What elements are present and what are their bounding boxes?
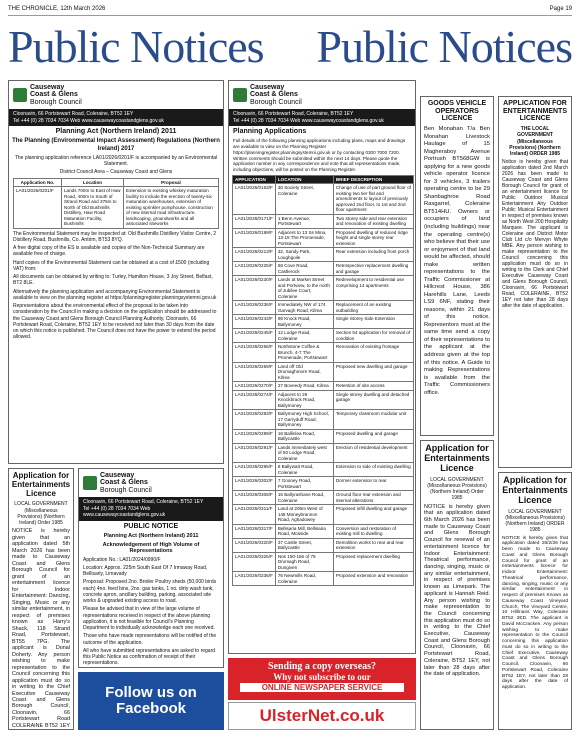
entertainments-notice-vineyard: Application for Entertainments Licence LOCAL GOVERNMENT (Miscellaneous Provisions) (Northern Ireland) ORDER 1985 NOTICE is hereby given that application dated 26/2/26 has been made to Causeway Coast and Glens Borough Council for grant of an entertainments licence for Indoor Entertainment: Theatrical performance, dancing, singing, music or any similar entertainment in respect of premises Known as Causeway Coast Vineyard Church, The Vineyard Centre, 10 Hillmans Way, Coleraine BT52 2ED. The applicant is David McCracken. Any person wishing to make representation to the Council concerning this application must do so in writing to the Chief Executive, Causeway Coast and Glens Borough Council, Cloonavin, 66 Portstewart Road, Coleraine BT52 1EY, not later than 28 days after the date of application. (498, 472, 572, 730)
applications-table: APPLICATION LOCATION BRIEF DESCRIPTION LA01/2026/0163/F 30 Society Street, Coleraine Change of use of part ground floor of existing two tier flat and amendments to layout of previously approved 2nd floor, to 1st and 2nd floor apartment LA01/2026/0171/F 1 Benn Avenue, Portstewart Two storey side and rear extension and renovation of existing dwelling LA01/2026/0199/F Adjacent to 13 Ss Mina, 13-15 The Promenade, Portstewart Proposed dwelling of reduced ridge height and single storey rear extension LA01/2026/0213/F 32, Sandy Park, Loughguile Rear extension including front porch LA01/2026/0225/F 68 Cove Road, Castlerock Retrospective replacement dwelling and garage LA01/2026/0230/F Lands at Market Street and Portview, to the north of Jubilee Court, Coleraine Redevelopment to residential use comprising 14 apartments LA01/2026/0236/F Immediately NW of 174 Garvagh Road, Kilrea Replacement of an existing outbuilding LA01/2026/0243/F 98 Knock Road, Ballymoney Single Storey Side Extension LA01/2026/0245/F 12 Lodge Road, Coleraine Section 54 application for removal of condition LA01/2026/0256/F Northstone Coffee & Brunch, 4-7 The Promenade, Portstewart Renovation of existing frontage LA01/2026/0259/F Land off Old Drumaghmore Road, Kilrea Proposed new dwelling and garage LA01/2026/0270/F 27 Boveedy Road, Kilrea Retention of site access LA01/2026/0274/F Adjacent to 29 Knockbrack Road, Ballymoney Single storey dwelling and detached garage LA01/2026/0283/F Ballymoney High School, 17 Garryduff Road, Ballymoney Temporary classroom modular unit LA01/2026/0289/F 16 Ballinlea Road, Ballycastle Proposed dwelling and garage LA01/2026/0291/F Lands immediately west of 50 Lodge Road, Coleraine Erection of residential development LA01/2026/0295/F 8 Ballywatt Road, Coleraine Extension to side of existing dwelling LA01/2026/0302/F 7 Gooney Road, Portstewart Dormer extension to rear LA01/2026/0308/F 16 Ballyrashane Road, Coleraine Ground floor rear extension and internal alterations LA01/2026/0311/F Land at 206m West of 148 Moneybrannon Road, Aghadowey Proposed infill dwelling and garage LA01/2026/0317/F Bellisaria Mill, Bellisaria Road, Mosside Conversion and restoration of existing mill to dwelling LA01/2026/0320/F 37 Castle Street, Ballycastle Demolition works to rear and rear extension LA01/2026/0325/F Nos 150-156 of 79 Drumagh Road, Dungiven Proposed replacement dwelling LA01/2026/0336/F 76 Newmills Road, Coleraine Proposed extension and renovation (232, 175, 414, 587)
public-notice-high-volume: Causeway Coast & Glens Borough Council Cloonavin, 66 Portstewart Road, Coleraine, BT52 1EY Tel +44 (0) 28 7034 7034 Web www.causewaycoastandglens.gov.uk PUBLIC NOTICE Planning Act (Northern Ireland) 2011 Acknowledgement of High Volume of Representations Application No.: LA01/2024/0990/F Location: Approx. 225m South East Of 7 Irmaway Road, Bellisarly, Limavady Proposal: Proposed 2no. Broiler Poultry sheds (50,000 birds each) 4no. feed bins, 2no. gas tanks, 1 no. dirty wash tank, concrete apron, ancillary building, parking, associated site works & upgraded existing access to road. Please be advised that in view of the large volume of representations received in respect of the above planning application, it is not feasible for Council's Planning Department to individually acknowledge each one received. Those who have made representations will be notified of the outcome of the application. All who have submitted representations are asked to regard this Public Notice as confirmation of receipt of their representations. (78, 468, 224, 668)
notice-title: APPLICATION FOR ENTERTAINMENTS LICENCE (502, 100, 568, 123)
subscription-ad[interactable]: Sending a copy overseas? Why not subscribe to our ONLINE NEWSPAPER SERVICE (228, 658, 416, 700)
notice-body: NOTICE is hereby given that an application dated 6th March 2026 has been made to Causeway Coast and Glens Borough Council for renewal of an entertainment licence for Indoor Entertainment: Theatrical performance, dancing, singing, music or any similar entertainment, in respect of premises known as Limepark. The applicant is Hannah Reid. Any person wishing to make representation to the Council concerning this application must do so in writing to the Chief Executive, Causeway Coast and Glens Borough Council, Cloonavin, 66 Portstewart Road, Coleraine, BT52 1EY, not later than 28 days after the date of application. (424, 503, 490, 678)
notice-body: Ben Monahan T/a Ben Monahan Livestock Haulage of 15 Magheraboy Avenue Portrush BT568GW is applying for a new goods vehicle operator licence for 3 vehicles, 3 trailers operating centre to be 29 Shanbaghroe Road Rasgarrel, Coleraine BT514HU. Owners or occupiers of land (including buildings) near the operating centre(s) who believe that their use or enjoyment of that land would be affected, should make written representations to the Traffic Commissioner at Hillcrest House, 386 Harehills Lane, Leeds LS9 6NF, stating their reasons, within 21 days of this notice. Representors must at the same time send a copy of their representations to the applicant at the address given at the top of this notice. A Guide to making Representations is available from the Traffic Commissioners office. (424, 126, 490, 396)
table-row: LA01/2026/0270/F 27 Boveedy Road, Kilrea Retention of site access (233, 382, 414, 391)
entertainments-notice-north-west: APPLICATION FOR ENTERTAINMENTS LICENCE THE LOCAL GOVERNMENT (Miscellaneous Provisions) (Northern Ireland) ORDER 1985 Notice is hereby given that application dated 2nd March 2026 has been made to Causeway Coast and Glens Borough Council for grant of an entertainment licence for Public Outdoor Musical Entertainment Any Outdoor Public Musical Entertainment in respect of premises known as North West 200 Hospitality Marquee. The applicant is Coleraine and District Motor Club Ltd c/o Mervyn Whyte MBE. Any person wishing to make representation to the Council concerning this application must do so in writing to the Clerk and Chief Executive Causeway Coast and Glens Borough Council, Cloonavin, 66 Portstewart Road, COLERAINE, BT52 1EY not later than 28 days after the date of application. (498, 96, 572, 468)
notice-title: Application for Entertainments Licence (11, 471, 71, 498)
table-row: LA01/2026/0283/F Ballymoney High School, 17 Garryduff Road, Ballymoney Temporary classroom modular unit (233, 410, 414, 430)
ulsternet-ad[interactable]: UlsterNet.co.uk (228, 702, 416, 730)
table-row: LA01/2026/0302/F 7 Gooney Road, Portstewart Dormer extension to rear (233, 477, 414, 491)
table-row: LA01/2026/0308/F 16 Ballyrashane Road, Coleraine Ground floor rear extension and internal alterations (233, 491, 414, 505)
entertainments-notice-limepark: Application for Entertainments Licence LOCAL GOVERNMENT (Miscellaneous Provisions) (Northern Ireland) Order 1985 NOTICE is hereby given that an application dated 6th March 2026 has been made to Causeway Coast and Glens Borough Council for renewal of an entertainment licence for Indoor Entertainment: Theatrical performance, dancing, singing, music or any similar entertainment, in respect of premises known as Limepark. The applicant is Hannah Reid. Any person wishing to make representation to the Council concerning this application must do so in writing to the Chief Executive, Causeway Coast and Glens Borough Council, Cloonavin, 66 Portstewart Road, Coleraine, BT52 1EY, not later than 28 days after the date of application. (420, 440, 494, 730)
table-row: LA01/2026/0320/F 37 Castle Street, Ballycastle Demolition works to rear and rear extension (233, 538, 414, 552)
goods-vehicle-notice (420, 96, 494, 436)
table-row: LA01/2026/0325/F Nos 150-156 of 79 Drumagh Road, Dungiven Proposed replacement dwelling (233, 552, 414, 572)
table-row: LA01/2026/0256/F Northstone Coffee & Brunch, 4-7 The Promenade, Portstewart Renovation of existing frontage (233, 343, 414, 363)
notice-title: Planning Act (Northern Ireland) 2011 (55, 128, 177, 136)
table-row: LA01/2026/0213/F 32, Sandy Park, Loughguile Rear extension including front porch (233, 248, 414, 262)
notice-title: GOODS VEHICLE OPERATORS LICENCE (427, 100, 487, 123)
notice-body: NOTICE is hereby given that an application dated 5th March 2026 has been made to Causeway Coast and Glens Borough Council for grant of an entertainment licence for Indoor Entertainment: Dancing, Singing, Music or any similar entertainment, in respect of premises known as Harry's Shack, 118 Strand Road, Portstewart, BT55 7PG. The applicant is Donal Doherty. Any person wishing to make representation to the Council concerning this application must do so in writing to the Chief Executive Causeway Coast and Glens Borough Council, Cloonavin, 66 Portstewart Road COLERAINE BT52 1EY (12, 528, 70, 729)
table-row: LA01/2026/0311/F Land at 206m West of 148 Moneybrannon Road, Aghadowey Proposed infill dwelling and garage (233, 505, 414, 525)
table-row: LA01/2026/0171/F 1 Benn Avenue, Portstewart Two storey side and rear extension and renovation of existing dwelling (233, 214, 414, 228)
council-logo: Causeway Coast & Glens Borough Council (9, 81, 223, 109)
masthead (8, 18, 572, 74)
council-logo: Causeway Coast & Glens Borough Council (79, 469, 223, 497)
council-contact-bar: Cloonavin, 66 Portstewart Road, Coleraine, BT52 1EY Tel +44 (0) 28 7034 7034 Web www.causewaycoastandglens.gov.uk (9, 109, 223, 126)
table-row: LA01/2026/0317/F Bellisaria Mill, Bellisaria Road, Mosside Conversion and restoration of existing mill to dwelling (233, 524, 414, 538)
council-logo: Causeway Coast & Glens Borough Council (229, 81, 415, 109)
notice-subtitle: The Planning (Environmental Impact Assessment) Regulations (Northern Ireland) 2017 (12, 138, 220, 152)
planning-act-notice: Causeway Coast & Glens Borough Council Cloonavin, 66 Portstewart Road, Coleraine, BT52 1EY Tel +44 (0) 28 7034 7034 Web www.causewaycoastandglens.gov.uk Planning Act (Northern Ireland) 2011 The Planning (Environmental Impact Assessment) Regulations (Northern Ireland) 2017 The planning application reference LA01/2026/0201/F is accompanied by an Environmental Statement. District Council Area – Causeway Coast and Glens Application No. Location Proposal LA01/2026/0201/F Lands 700m to East of Haw Road, 400m to South of Strand Road and 375m to North of Old Bushmills Distillery, Haw Road Maturation Facility, Bushmills Extension to existing whiskey maturation facility to include the erection of twenty-six maturation warehouses, extension of existing sprinkler pumphouse, construction of new internal road infrastructure, landscaping, groundworks and all associated siteworks The Environmental Statement may be inspected at: Old Bushmills Distillery Visitor Centre, 2 Distillery Road, Bushmills, Co. Antrim, BT53 8YQ. A free digital copy of the ES is available and copies of the Non-Technical Summary are available free of charge. Hard copies of the Environmental Statement can be obtained at a cost of £500 (including VAT) from: All documents can be obtained by writing to: Turley, Hamilton House, 3 Joy Street, Belfast, BT2 8LE. Alternatively the planning application and accompanying Environmental Statement is available to view on the planning register at https://planningregister.planningsystemni.gov.uk Representations about the environmental effect of the proposal to be taken into consideration by the Council in making a decision on the application should be addressed to the Causeway Coast and Glens Borough Council Planning Authority, Cloonavin, 66 Portstewart Road, Coleraine, BT52 1EY to be received not later than 30 days from the date on which this notice is published. The Council does not have the power to extend the period allowed. (8, 80, 224, 464)
table-row: LA01/2026/0163/F 30 Society Street, Coleraine Change of use of part ground floor of existing two tier flat and amendments to layout of previously approved 2nd floor, to 1st and 2nd floor apartment (233, 184, 414, 215)
notice-title: Application for Entertainments Licence (424, 443, 490, 473)
page-number: Page 19 (549, 6, 572, 12)
table-row: LA01/2026/0201/F Lands 700m to East of Haw Road, 400m to South of Strand Road and 375m to North of Old Bushmills Distillery, Haw Road Maturation Facility, Bushmills Extension to existing whiskey maturation facility to include the erection of twenty-six maturation warehouses, extension of existing sprinkler pumphouse, construction of new internal road infrastructure, landscaping, groundworks and all associated siteworks (14, 187, 219, 229)
notice-title: Application for Entertainments Licence (502, 475, 568, 505)
entertainments-notice-harrys-shack: Application for Entertainments Licence LOCAL GOVERNMENT (Miscellaneous Provisions) (Northern Ireland) Order 1985 NOTICE is hereby given that an application dated 5th March 2026 has been made to Causeway Coast and Glens Borough Council for grant of an entertainment licence for Indoor Entertainment: Dancing, Singing, Music or any similar entertainment, in respect of premises known as Harry's Shack, 118 Strand Road, Portstewart, BT55 7PG. The applicant is Donal Doherty. Any person wishing to make representation to the Council concerning this application must do so in writing to the Chief Executive Causeway Coast and Glens Borough Council, Cloonavin, 66 Portstewart Road COLERAINE BT52 1EY (8, 468, 74, 730)
planning-apps-heading: Planning Applications (233, 128, 307, 136)
facebook-ad[interactable]: Follow us on Facebook (78, 672, 224, 730)
application-table: Application No. Location Proposal LA01/2026/0201/F Lands 700m to East of Haw Road, 400m to South of Strand Road and 375m to North of Old Bushmills Distillery, Haw Road Maturation Facility, Bushmills Extension to existing whiskey maturation facility to include the erection of twenty-six maturation warehouses, extension of existing sprinkler pumphouse, construction of new internal road infrastructure, landscaping, groundworks and all associated siteworks (13, 178, 219, 229)
notice-body: Notice is hereby given that application dated 2nd March 2026 has been made to Causeway Coast and Glens Borough Council for grant of an entertainment licence for Public Outdoor Musical Entertainment Any Outdoor Public Musical Entertainment in respect of premises known as North West 200 Hospitality Marquee. The applicant is Coleraine and District Motor Club Ltd c/o Mervyn Whyte MBE. Any person wishing to make representation to the Council concerning this application must do so in writing to the Clerk and Chief Executive Causeway Coast and Glens Borough Council, Cloonavin, 66 Portstewart Road, COLERAINE, BT52 1EY not later than 28 days after the date of application. (502, 159, 568, 310)
table-row: LA01/2026/0230/F Lands at Market Street and Portview, to the north of Jubilee Court, Coleraine Redevelopment to residential use comprising 14 apartments (233, 276, 414, 301)
table-row: LA01/2026/0291/F Lands immediately west of 50 Lodge Road, Coleraine Erection of residential development (233, 443, 414, 463)
paper-date: THE CHRONICLE, 12th March 2026 (8, 6, 106, 12)
council-emblem-icon (83, 476, 97, 490)
table-row: LA01/2026/0199/F Adjacent to 13 Ss Mina, 13-15 The Promenade, Portstewart Proposed dwelling of reduced ridge height and single storey rear extension (233, 228, 414, 248)
table-row: LA01/2026/0236/F Immediately NW of 174 Garvagh Road, Kilrea Replacement of an existing outbuilding (233, 301, 414, 315)
table-row: LA01/2026/0295/F 8 Ballywatt Road, Coleraine Extension to side of existing dwelling (233, 463, 414, 477)
table-row: LA01/2026/0259/F Land off Old Drumaghmore Road, Kilrea Proposed new dwelling and garage (233, 362, 414, 382)
table-row: LA01/2026/0243/F 98 Knock Road, Ballymoney Single Storey Side Extension (233, 315, 414, 329)
table-row: LA01/2026/0289/F 16 Ballinlea Road, Ballycastle Proposed dwelling and garage (233, 429, 414, 443)
table-row: LA01/2026/0225/F 68 Cove Road, Castlerock Retrospective replacement dwelling and garage (233, 262, 414, 276)
table-row: LA01/2026/0245/F 12 Lodge Road, Coleraine Section 54 application for removal of condition (233, 329, 414, 343)
council-contact-bar: Cloonavin, 66 Portstewart Road, Coleraine, BT52 1EY Tel +44 (0) 28 7034 7034 Web www.causewaycoastandglens.gov.uk (79, 497, 223, 521)
council-emblem-icon (233, 88, 247, 102)
page-header (8, 6, 572, 16)
council-emblem-icon (13, 88, 27, 102)
masthead-right: Public Notices (316, 20, 572, 72)
planning-applications-notice (228, 80, 416, 654)
table-row: LA01/2026/0274/F Adjacent to 29 Knockbrack Road, Ballymoney Single storey dwelling and detached garage (233, 390, 414, 410)
planning-apps-intro: Full details of the following planning applications including plans, maps and drawings are available to view on the Planning Register https://planningregister.planningsystemni.gov.uk or by contacting 0300 7000 7200. Written comments should be submitted within the next 14 days. Please quote the application number in any correspondence and note that all representations made, including objections, will be posted on the Planning Register. (233, 138, 406, 173)
masthead-left: Public Notices (8, 20, 264, 72)
notice-body: NOTICE is hereby given that application dated 26/2/26 has been made to Causeway Coast and Glens Borough Council for grant of an entertainments licence for Indoor Entertainment: Theatrical performance, dancing, singing, music or any similar entertainment in respect of premises Known as Causeway Coast Vineyard Church, The Vineyard Centre, 10 Hillmans Way, Coleraine BT52 2ED. The applicant is David McCracken. Any person wishing to make representation to the Council concerning this application must do so in writing to the Chief Executive, Causeway Coast and Glens Borough Council, Cloonavin, 66 Portstewart Road, Coleraine BT52 1EY, not later than 28 days after the date of application. (502, 535, 568, 691)
table-row: LA01/2026/0336/F 76 Newmills Road, Coleraine Proposed extension and renovation (233, 572, 414, 586)
council-contact-bar: Cloonavin, 66 Portstewart Road, Coleraine, BT52 1EY Tel +44 (0) 28 7034 7034 Web www.causewaycoastandglens.gov.uk (229, 109, 415, 126)
notice-intro: The planning application reference LA01/2026/0201/F is accompanied by an Environmental Statement. (14, 154, 218, 168)
district: District Council Area – Causeway Coast and Glens (59, 169, 173, 176)
